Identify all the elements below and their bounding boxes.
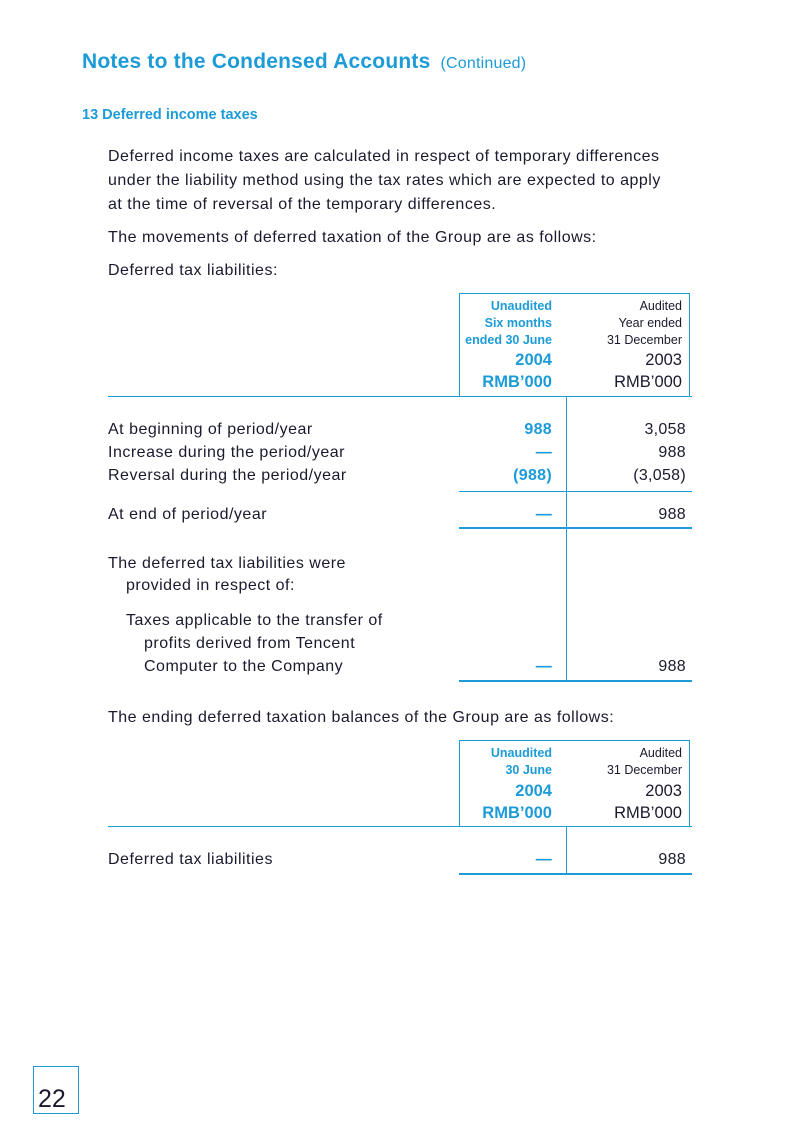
page-title [82, 50, 526, 74]
t1-provided-line1: The deferred tax liabilities were [108, 555, 346, 572]
t1-prior-year: 2003 [645, 351, 682, 369]
intro-paragraph [108, 145, 694, 217]
t1-row-current-increase: — [535, 444, 552, 461]
t1-prior-line2: Year ended [618, 316, 682, 330]
t1-subtotal-rule [459, 491, 692, 492]
t1-taxes-line1: Taxes applicable to the transfer of [126, 612, 383, 629]
t2-current-unit: RMB’000 [482, 804, 552, 822]
t1-row-prior-reversal: (3,058) [633, 467, 686, 484]
t1-current-year: 2004 [515, 351, 552, 369]
t1-row-prior-end: 988 [658, 506, 686, 523]
t1-taxes-current: — [535, 658, 552, 675]
t1-row-label-beginning: At beginning of period/year [108, 421, 313, 438]
t2-prior-year: 2003 [645, 782, 682, 800]
t2-prior-line1: Audited [639, 746, 682, 760]
movements-paragraph: The movements of deferred taxation of the Group are as follows: [108, 229, 597, 246]
t1-header-rule [108, 396, 692, 397]
page-title-text: Notes to the Condensed Accounts [82, 50, 431, 73]
t2-current-line1: Unaudited [490, 746, 552, 760]
liabilities-subheading: Deferred tax liabilities: [108, 262, 278, 279]
t2-column-divider [566, 827, 567, 873]
t1-row-label-reversal: Reversal during the period/year [108, 467, 347, 484]
intro-line-1: Deferred income taxes are calculated in respect of temporary differences [108, 148, 660, 165]
t2-prior-line2: 31 December [606, 763, 682, 777]
t1-taxes-line3: Computer to the Company [144, 658, 344, 675]
t1-column-divider [566, 397, 567, 681]
t1-total-rule [459, 527, 692, 529]
t2-current-year: 2004 [515, 782, 552, 800]
t1-current-unit: RMB’000 [482, 373, 552, 391]
t1-row-current-end: — [535, 506, 552, 523]
t1-prior-unit: RMB’000 [614, 373, 682, 391]
t2-row-label: Deferred tax liabilities [108, 851, 273, 868]
t1-row-prior-beginning: 3,058 [644, 421, 686, 438]
t1-prior-line3: 31 December [606, 333, 682, 347]
t1-taxes-line2: profits derived from Tencent [144, 635, 356, 652]
intro-line-2: under the liability method using the tax rates which are expected to apply [108, 172, 661, 189]
t2-prior-unit: RMB’000 [614, 804, 682, 822]
t2-header-rule [108, 826, 692, 827]
page-number: 22 [38, 1085, 66, 1113]
t1-row-current-beginning: 988 [524, 421, 552, 438]
t1-current-line3: ended 30 June [465, 333, 552, 347]
t1-row-current-reversal: (988) [513, 467, 552, 484]
t1-provided-line2: provided in respect of: [126, 577, 295, 594]
section-heading: 13 Deferred income taxes [82, 107, 258, 123]
t1-prior-line1: Audited [639, 299, 682, 313]
t2-final-rule [459, 873, 692, 875]
t1-row-label-end: At end of period/year [108, 506, 268, 523]
ending-balances-paragraph: The ending deferred taxation balances of the Group are as follows: [108, 709, 615, 726]
t1-taxes-prior: 988 [658, 658, 686, 675]
t2-current-line2: 30 June [505, 763, 552, 777]
t1-row-prior-increase: 988 [658, 444, 686, 461]
t1-current-line2: Six months [484, 316, 552, 330]
t1-final-rule [459, 680, 692, 682]
t2-row-prior: 988 [658, 851, 686, 868]
t2-row-current: — [535, 851, 552, 868]
t1-row-label-increase: Increase during the period/year [108, 444, 345, 461]
page-title-continued: (Continued) [440, 55, 527, 72]
intro-line-3: at the time of reversal of the temporary differences. [108, 196, 497, 213]
t1-current-line1: Unaudited [490, 299, 552, 313]
